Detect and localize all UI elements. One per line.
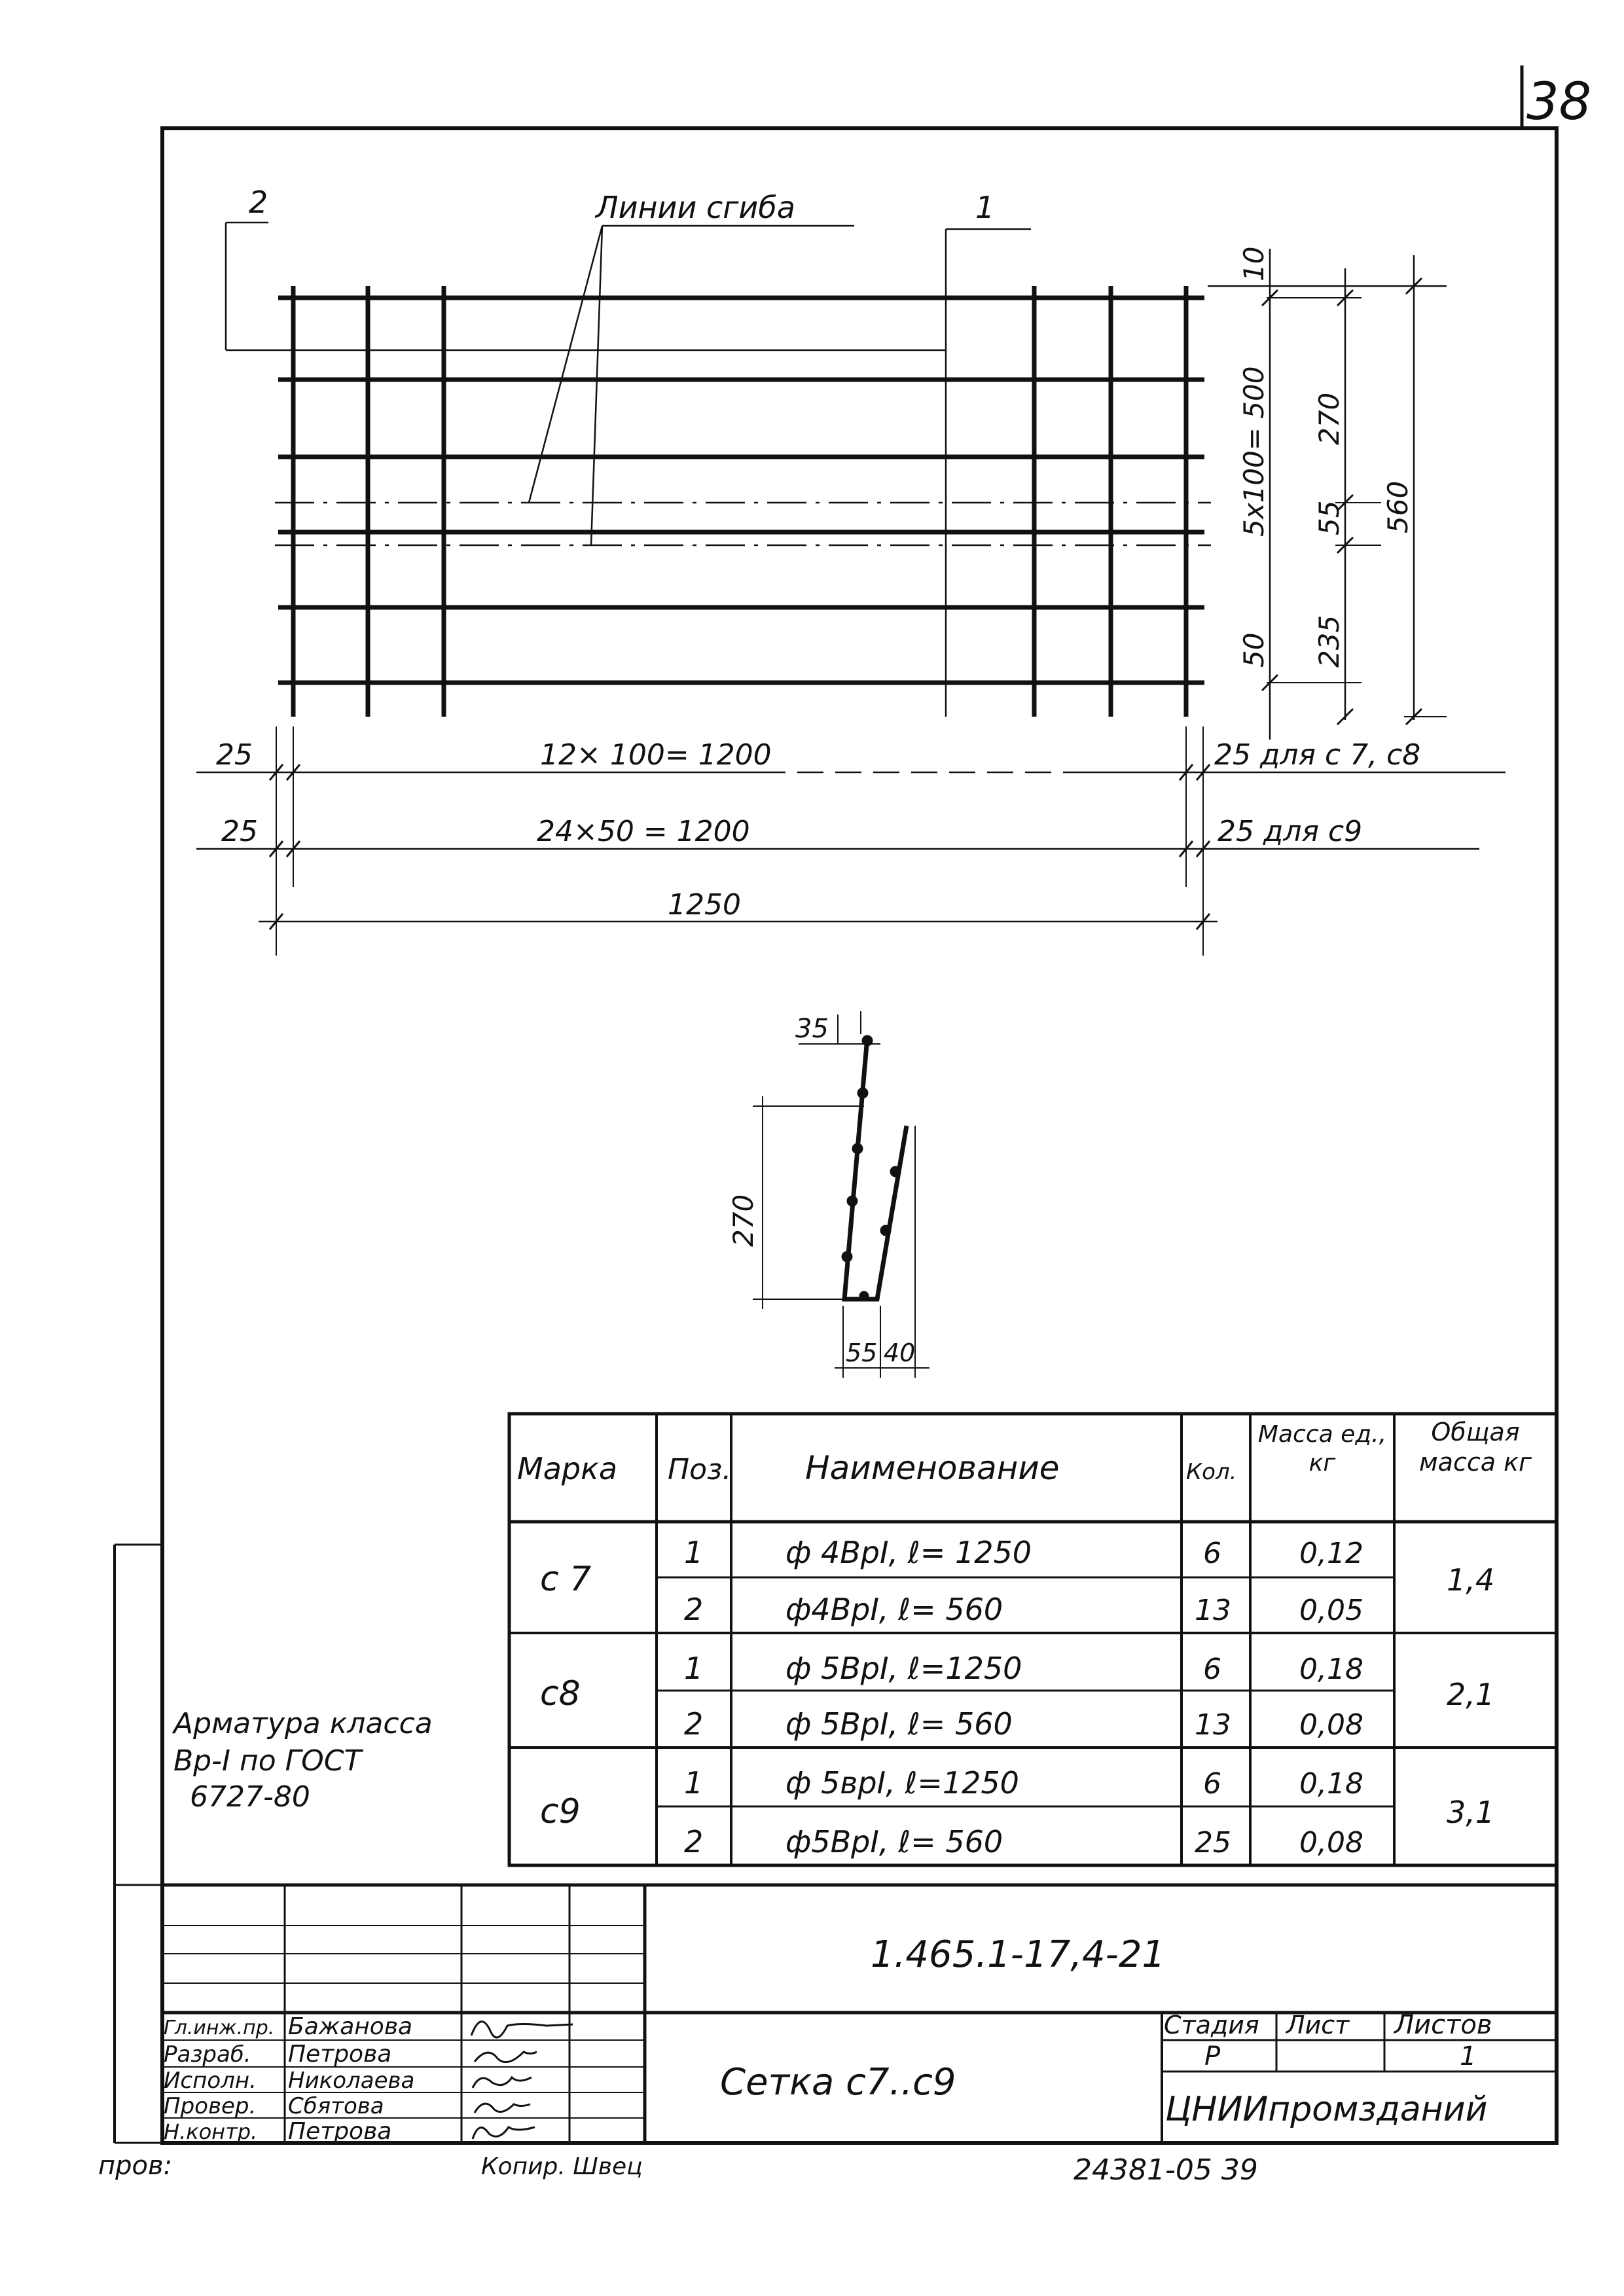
- header-total-mass: Общая масса кг: [1418, 1418, 1532, 1477]
- checked-label: пров:: [98, 2151, 173, 2181]
- row-mass: 0,08: [1299, 1708, 1363, 1742]
- organization: ЦНИИпромзданий: [1165, 2090, 1488, 2129]
- dim-5x100: 5x100= 500: [1238, 366, 1270, 537]
- row-pos: 1: [684, 1651, 704, 1686]
- section-dim-35: 35: [795, 1014, 829, 1044]
- role: Разраб.: [164, 2041, 251, 2068]
- dim-50: 50: [1238, 632, 1270, 668]
- row-mass: 0,18: [1299, 1653, 1363, 1686]
- group-total: 1,4: [1447, 1562, 1495, 1598]
- row-qty: 13: [1195, 1708, 1231, 1742]
- row-name: ф 5врI, ℓ=1250: [785, 1765, 1019, 1801]
- rebar-note-line3: 6727-80: [190, 1780, 310, 1814]
- signature-rows: [164, 2013, 414, 2145]
- header-unit-mass: Масса ед., кг: [1257, 1421, 1387, 1477]
- person-name: Бажанова: [288, 2013, 413, 2040]
- role: Исполн.: [164, 2068, 257, 2094]
- row-mass: 0,18: [1299, 1767, 1363, 1801]
- person-name: Николаева: [288, 2068, 415, 2094]
- stage-value: Р: [1204, 2041, 1221, 2072]
- row2-middle: 24×50 = 1200: [537, 815, 750, 848]
- row-name: ф4ВрI, ℓ= 560: [785, 1592, 1003, 1627]
- section-dim-40: 40: [884, 1338, 916, 1367]
- role: Гл.инж.пр.: [164, 2017, 275, 2039]
- total-length: 1250: [668, 888, 741, 922]
- spec-table-header: [517, 1417, 1555, 1518]
- row1-right: 25 для с 7, с8: [1214, 738, 1421, 772]
- person-name: Петрова: [288, 2041, 392, 2068]
- section-dim-270: 270: [727, 1194, 759, 1247]
- header-qty: Кол.: [1186, 1459, 1237, 1485]
- row-qty: 25: [1195, 1826, 1231, 1859]
- row-pos: 2: [684, 1592, 704, 1627]
- sheet-number: 38: [1526, 73, 1592, 132]
- rebar-note-line1: Арматура класса: [173, 1707, 433, 1740]
- document-code: 1.465.1-17,4-21: [871, 1933, 1166, 1976]
- sheets-label: Листов: [1394, 2010, 1492, 2040]
- row-qty: 6: [1203, 1653, 1221, 1686]
- role: Н.контр.: [164, 2119, 258, 2144]
- sheet-label: Лист: [1286, 2011, 1350, 2039]
- row-pos: 2: [684, 1706, 704, 1742]
- row-name: ф 5ВрI, ℓ= 560: [785, 1706, 1013, 1742]
- section-mark-2: 2: [249, 185, 268, 220]
- row-name: ф 5ВрI, ℓ=1250: [785, 1651, 1022, 1686]
- row-mass: 0,08: [1299, 1826, 1363, 1859]
- row-pos: 2: [684, 1824, 704, 1859]
- drawing-title: Сетка с7..с9: [720, 2061, 956, 2104]
- person-name: Петрова: [288, 2118, 392, 2145]
- rebar-note: [171, 1707, 433, 1814]
- row-mass: 0,12: [1299, 1537, 1363, 1570]
- row1-middle: 12× 100= 1200: [540, 738, 772, 772]
- row2-left: 25: [221, 815, 258, 848]
- section-dim-55: 55: [846, 1338, 878, 1367]
- row-mass: 0,05: [1299, 1594, 1363, 1627]
- dim-55: 55: [1313, 500, 1345, 535]
- section-mark-1: 1: [975, 190, 995, 225]
- dim-270: 270: [1313, 392, 1345, 445]
- row-qty: 6: [1203, 1537, 1221, 1570]
- dim-235: 235: [1313, 615, 1345, 668]
- group-total: 3,1: [1447, 1795, 1495, 1830]
- person-name: Сбятова: [288, 2093, 384, 2119]
- handwritten-signatures: [471, 2022, 573, 2139]
- group-total: 2,1: [1447, 1677, 1495, 1712]
- spec-group-c7: [540, 1535, 1494, 1627]
- bent-section-view: [753, 1011, 929, 1378]
- spec-group-c8: [540, 1651, 1494, 1742]
- group-mark: с9: [540, 1792, 581, 1831]
- bend-lines-label: Линии сгиба: [596, 190, 795, 225]
- sheets-value: 1: [1460, 2041, 1477, 2072]
- header-pos: Поз.: [668, 1453, 732, 1486]
- dim-560: 560: [1382, 480, 1414, 533]
- bottom-dimensions: [216, 738, 1420, 922]
- copy-label: Копир. Швец: [481, 2153, 643, 2180]
- row1-left: 25: [216, 738, 253, 772]
- row-qty: 6: [1203, 1767, 1221, 1801]
- archive-number: 24381-05 39: [1074, 2153, 1258, 2187]
- group-mark: с8: [540, 1674, 581, 1713]
- row-pos: 1: [684, 1535, 704, 1570]
- dim-10: 10: [1238, 246, 1270, 281]
- stage-label: Стадия: [1164, 2011, 1259, 2039]
- header-name: Наименование: [805, 1449, 1060, 1487]
- row-name: ф 4ВрI, ℓ= 1250: [785, 1535, 1032, 1570]
- header-mark: Марка: [517, 1451, 618, 1486]
- row2-right: 25 для с9: [1218, 815, 1363, 848]
- spec-group-c9: [540, 1765, 1494, 1859]
- right-dimensions: [1238, 247, 1414, 668]
- row-pos: 1: [684, 1765, 704, 1801]
- row-name: ф5ВрI, ℓ= 560: [785, 1824, 1003, 1859]
- rebar-note-line2: Вр-I по ГОСТ: [173, 1744, 362, 1778]
- group-mark: с 7: [540, 1560, 592, 1599]
- role: Провер.: [164, 2093, 257, 2119]
- row-qty: 13: [1195, 1594, 1231, 1627]
